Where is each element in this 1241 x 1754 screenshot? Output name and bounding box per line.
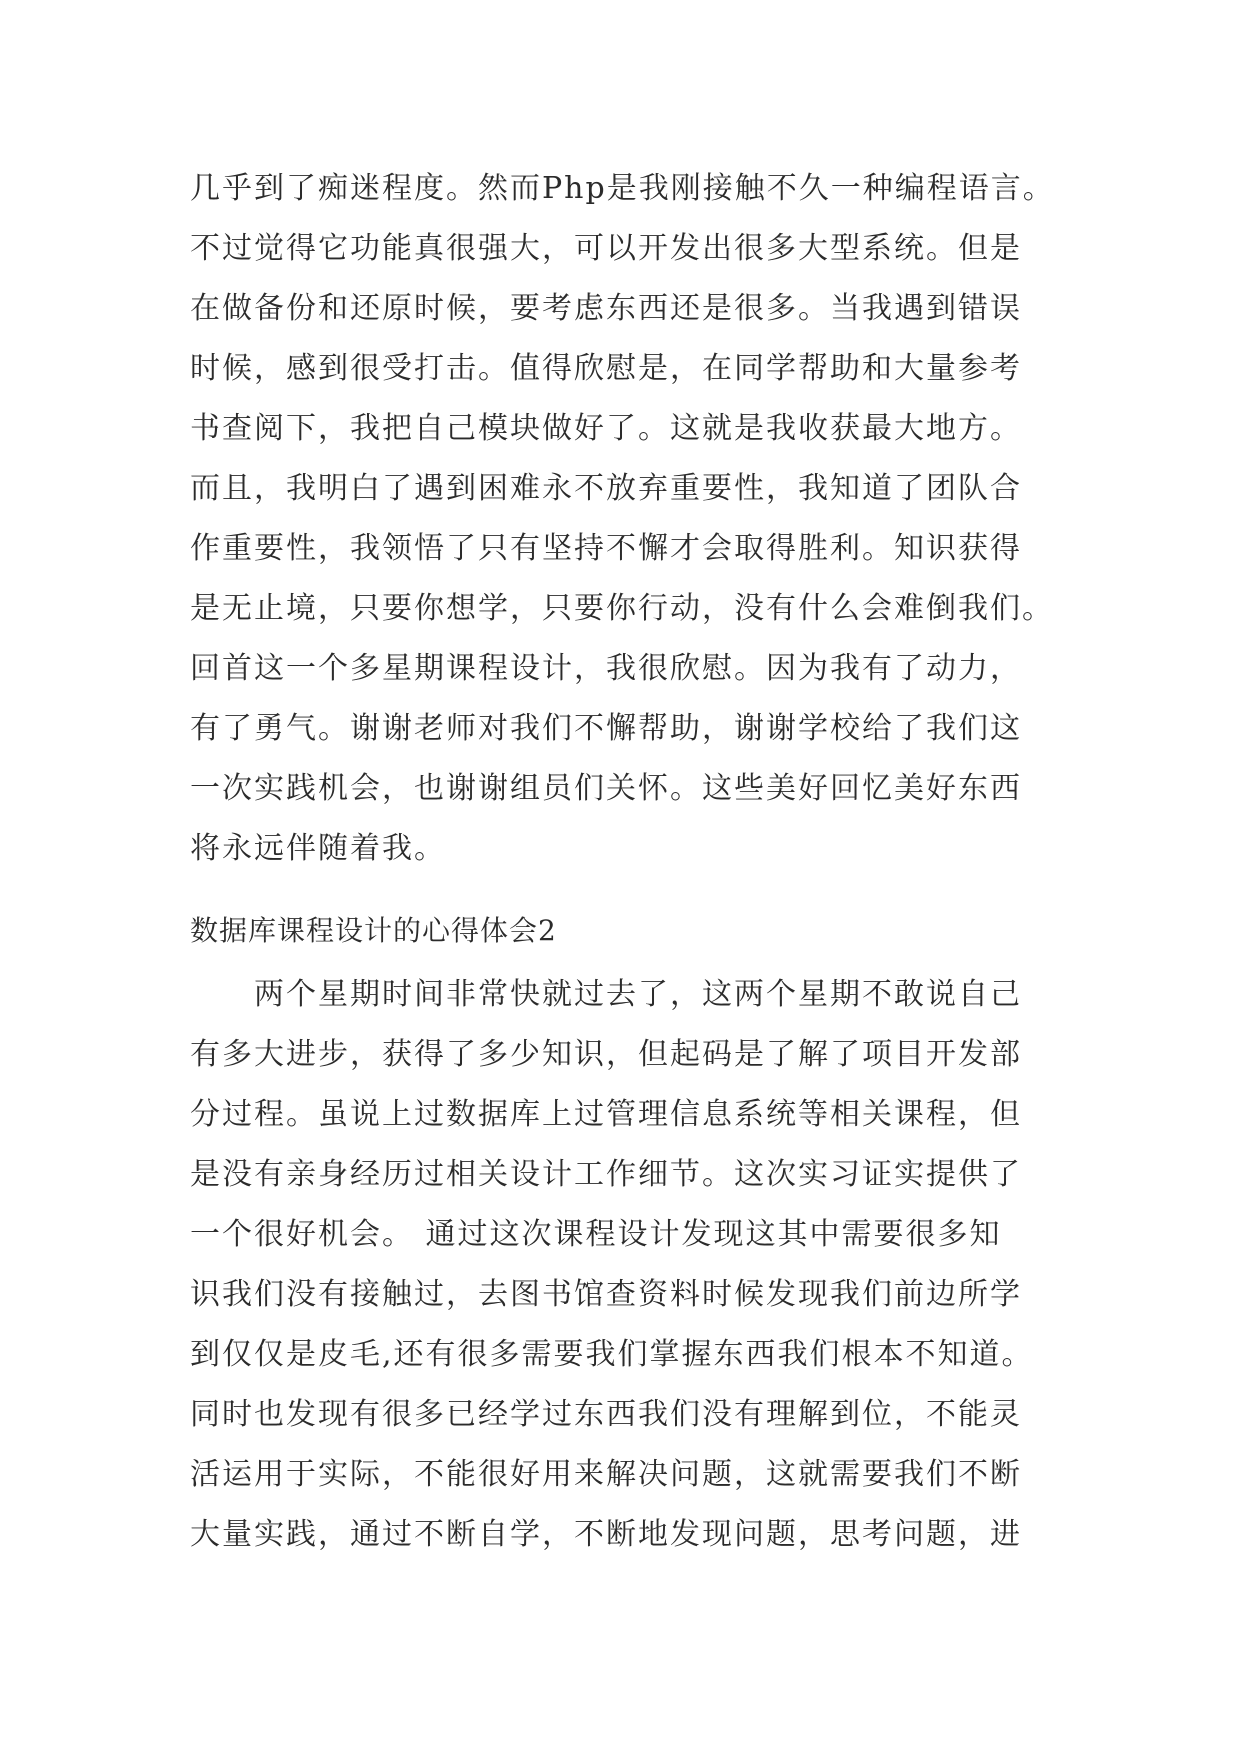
text-line: 到仅仅是皮毛,还有很多需要我们掌握东西我们根本不知道。 xyxy=(190,1337,1034,1372)
text-line: 活运用于实际，不能很好用来解决问题，这就需要我们不断 xyxy=(190,1457,1022,1492)
text-line: 同时也发现有很多已经学过东西我们没有理解到位，不能灵 xyxy=(190,1397,1022,1432)
text-line: 识我们没有接触过，去图书馆查资料时候发现我们前边所学 xyxy=(190,1277,1022,1312)
paragraph-part-1 xyxy=(190,159,1055,879)
text-line: 作重要性，我领悟了只有坚持不懈才会取得胜利。知识获得 xyxy=(190,531,1022,566)
text-line: 几乎到了痴迷程度。然而Php是我刚接触不久一种编程语言。 xyxy=(190,171,1055,206)
text-line: 有多大进步，获得了多少知识，但起码是了解了项目开发部 xyxy=(190,1037,1022,1072)
text-line: 时候，感到很受打击。值得欣慰是，在同学帮助和大量参考 xyxy=(190,351,1022,386)
text-line: 两个星期时间非常快就过去了，这两个星期不敢说自己 xyxy=(190,977,1022,1012)
text-line: 将永远伴随着我。 xyxy=(190,831,446,866)
text-line: 书查阅下，我把自己模块做好了。这就是我收获最大地方。 xyxy=(190,411,1022,446)
text-line: 是没有亲身经历过相关设计工作细节。这次实习证实提供了 xyxy=(190,1157,1022,1192)
text-line: 在做备份和还原时候，要考虑东西还是很多。当我遇到错误 xyxy=(190,291,1022,326)
text-line: 一次实践机会，也谢谢组员们关怀。这些美好回忆美好东西 xyxy=(190,771,1022,806)
text-line: 而且，我明白了遇到困难永不放弃重要性，我知道了团队合 xyxy=(190,471,1022,506)
text-line: 有了勇气。谢谢老师对我们不懈帮助，谢谢学校给了我们这 xyxy=(190,711,1022,746)
section-title: 数据库课程设计的心得体会2 xyxy=(190,914,557,947)
text-line: 不过觉得它功能真很强大，可以开发出很多大型系统。但是 xyxy=(190,231,1022,266)
text-line: 大量实践，通过不断自学，不断地发现问题，思考问题，进 xyxy=(190,1517,1022,1552)
text-line: 是无止境，只要你想学，只要你行动，没有什么会难倒我们。 xyxy=(190,591,1054,626)
text-line: 分过程。虽说上过数据库上过管理信息系统等相关课程，但 xyxy=(190,1097,1022,1132)
text-line: 一个很好机会。 通过这次课程设计发现这其中需要很多知 xyxy=(190,1217,1002,1252)
paragraph-part-2 xyxy=(190,965,1050,1565)
text-line: 回首这一个多星期课程设计，我很欣慰。因为我有了动力， xyxy=(190,651,1022,686)
